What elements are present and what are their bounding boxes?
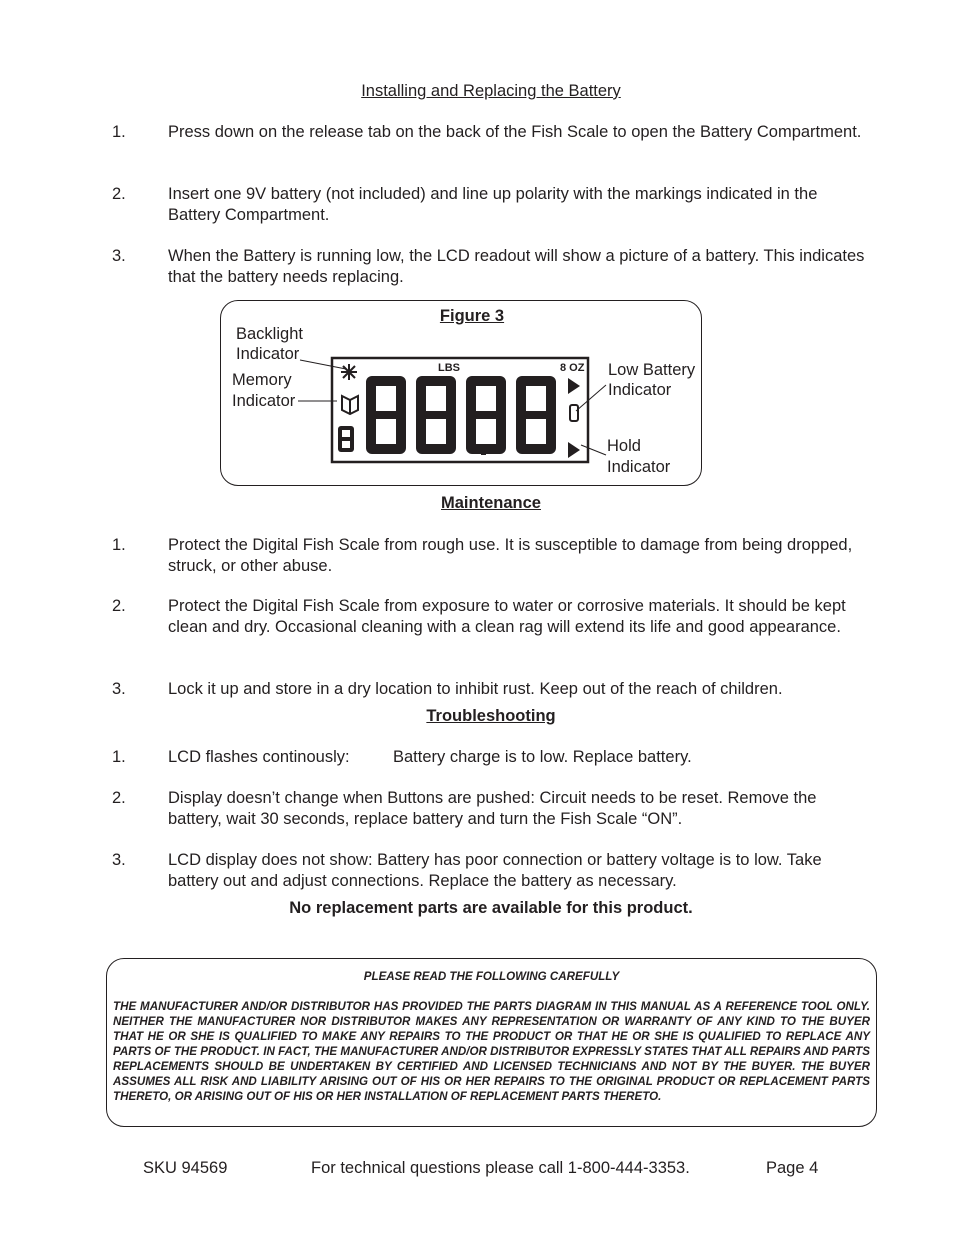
disclaimer-title: PLEASE READ THE FOLLOWING CAREFULLY: [363, 970, 620, 983]
trouble-item-1-solution: Battery charge is to low. Replace battery.: [393, 748, 692, 766]
trouble-item-1-problem: LCD flashes continously:: [168, 748, 350, 766]
maintenance-item-1-text: Protect the Digital Fish Scale from rough use. It is susceptible to damage from being dropped, struck, or other abuse.: [168, 536, 853, 575]
low-battery-icon: [570, 405, 578, 421]
backlight-label-line2: Indicator: [236, 345, 300, 363]
lcd-digit-3: [466, 376, 506, 454]
footer-sku: SKU 94569: [143, 1159, 228, 1177]
troubleshooting-title: Troubleshooting: [426, 707, 556, 725]
battery-item-2-text: Insert one 9V battery (not included) and line up polarity with the markings indicated in the Battery Compartment.: [168, 185, 818, 224]
trouble-item-2-number: 2.: [112, 789, 126, 807]
trouble-item-2-text: Display doesn’t change when Buttons are pushed: Circuit needs to be reset. Remove the battery, wait 30 seconds, replace battery and turn the Fish Scale “ON”.: [168, 789, 817, 828]
lcd-digit-1: [366, 376, 406, 454]
trouble-item-1-number: 1.: [112, 748, 126, 766]
footer-support-phone: For technical questions please call 1-800-444-3353.: [311, 1159, 690, 1177]
battery-item-2-number: 2.: [112, 185, 126, 203]
trouble-item-3-text: LCD display does not show: Battery has poor connection or battery voltage is to low. Take battery out and adjust connections. Replace the battery as necessary.: [168, 851, 822, 890]
backlight-label-line1: Backlight: [236, 325, 303, 343]
memory-label-line1: Memory: [232, 371, 292, 389]
maintenance-item-3-number: 3.: [112, 680, 126, 698]
maintenance-item-2-number: 2.: [112, 597, 126, 615]
footer-page-number: Page 4: [766, 1159, 819, 1177]
battery-item-3-text: When the Battery is running low, the LCD readout will show a picture of a battery. This indicates that the battery needs replacing.: [168, 247, 865, 286]
battery-section-title: Installing and Replacing the Battery: [361, 82, 621, 100]
hold-leader-line: [581, 445, 606, 455]
backlight-star-icon: [341, 364, 357, 380]
battery-item-1-number: 1.: [112, 123, 126, 141]
lcd-decimal-point: [481, 450, 486, 455]
lcd-unit-lbs: LBS: [438, 362, 460, 374]
maintenance-item-2-text: Protect the Digital Fish Scale from exposure to water or corrosive materials. It should be kept clean and dry. Occasional cleaning with a clean rag will extend its life and good appearance.: [168, 597, 846, 636]
hold-label-line2: Indicator: [607, 458, 671, 476]
maintenance-title: Maintenance: [441, 494, 541, 512]
maintenance-item-1-number: 1.: [112, 536, 126, 554]
lcd-arrow-icon: [568, 378, 580, 394]
lcd-digit-4: [516, 376, 556, 454]
battery-item-3-number: 3.: [112, 247, 126, 265]
battery-item-1-text: Press down on the release tab on the back of the Fish Scale to open the Battery Compartment.: [168, 123, 862, 141]
memory-book-icon: [342, 396, 358, 414]
backlight-leader-line: [300, 360, 346, 369]
lcd-small-digit: [338, 426, 354, 452]
low-battery-label-line2: Indicator: [608, 381, 672, 399]
low-battery-label-line1: Low Battery: [608, 361, 696, 379]
hold-label-line1: Hold: [607, 437, 641, 455]
disclaimer-body: THE MANUFACTURER AND/OR DISTRIBUTOR HAS PROVIDED THE PARTS DIAGRAM IN THIS MANUAL AS A REFERENCE TOOL ONLY. NEITHER THE MANUFACTURER NOR DISTRIBUTOR MAKES ANY REPRESENTATION OR WARRANTY OF ANY KIND TO THE BUYER THAT HE OR SHE IS QUALIFIED TO MAKE ANY REPAIRS TO THE PRODUCT OR THAT HE OR SHE IS QUALIFIED TO REPLACE ANY PARTS OF THE PRODUCT. IN FACT, THE MANUFACTURER AND/OR DISTRIBUTOR EXPRESSLY STATES THAT ALL REPAIRS AND PARTS REPLACEMENTS SHOULD BE UNDERTAKEN BY CERTIFIED AND LICENSED TECHNICIANS AND NOT BY THE BUYER. THE BUYER ASSUMES ALL RISK AND LIABILITY ARISING OUT OF HIS OR HER REPAIRS TO THE ORIGINAL PRODUCT OR REPLACEMENT PARTS THERETO, OR ARISING OUT OF HIS OR HER INSTALLATION OF REPLACEMENT PARTS THERETO.: [113, 1000, 870, 1103]
disclaimer-box: [106, 958, 877, 1127]
maintenance-item-3-text: Lock it up and store in a dry location to inhibit rust. Keep out of the reach of children.: [168, 680, 783, 698]
no-parts-notice: No replacement parts are available for this product.: [289, 899, 693, 917]
figure-title: Figure 3: [439, 307, 505, 325]
hold-arrow-icon: [568, 442, 580, 458]
lcd-unit-oz: 8 OZ: [560, 362, 585, 374]
trouble-item-3-number: 3.: [112, 851, 126, 869]
memory-label-line2: Indicator: [232, 392, 296, 410]
low-battery-leader-line: [576, 385, 606, 411]
lcd-digit-2: [416, 376, 456, 454]
